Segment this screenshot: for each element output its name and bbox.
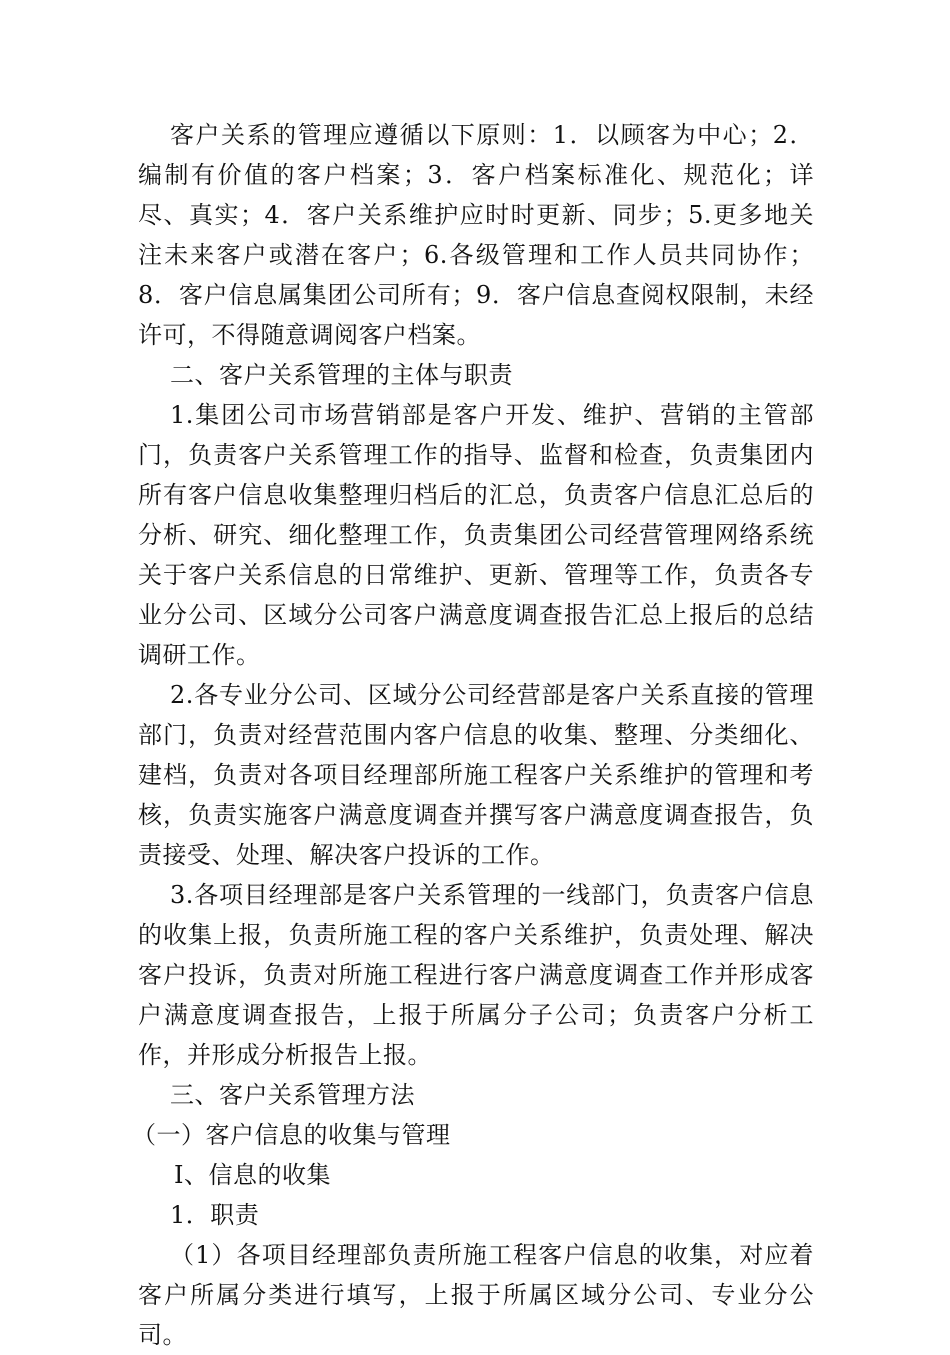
duty-paragraph-1: 1.集团公司市场营销部是客户开发、维护、营销的主管部门，负责客户关系管理工作的指导、监督和检查，负责集团内所有客户信息收集整理归档后的汇总，负责客户信息汇总后的分析、研究、细化整理工作，负责集团公司经营管理网络系统关于客户关系信息的日常维护、更新、管理等工作，负责各专业分公司、区域分公司客户满意度调查报告汇总上报后的总结调研工作。 (138, 401, 814, 669)
subsection-heading-1: （一）客户信息的收集与管理 (132, 1121, 451, 1149)
info-collection-heading: Ⅰ、信息的收集 (174, 1161, 331, 1189)
document-body (132, 115, 814, 1355)
duty-paragraph-2: 2.各专业分公司、区域分公司经营部是客户关系直接的管理部门，负责对经营范围内客户信息的收集、整理、分类细化、建档，负责对各项目经理部所施工程客户关系维护的管理和考核，负责实施客户满意度调查并撰写客户满意度调查报告，负责接受、处理、解决客户投诉的工作。 (138, 681, 814, 869)
section-heading-2: 二、客户关系管理的主体与职责 (170, 361, 513, 389)
duty-paragraph-3: 3.各项目经理部是客户关系管理的一线部门，负责客户信息的收集上报，负责所施工程的客户关系维护，负责处理、解决客户投诉，负责对所施工程进行客户满意度调查工作并形成客户满意度调查报告，上报于所属分子公司；负责客户分析工作，并形成分析报告上报。 (138, 881, 814, 1069)
responsibility-heading: 1．职责 (170, 1201, 260, 1229)
principles-paragraph: 客户关系的管理应遵循以下原则：1．以顾客为中心；2．编制有价值的客户档案；3．客户档案标准化、规范化；详尽、真实；4．客户关系维护应时时更新、同步；5.更多地关注未来客户或潜在客户；6.各级管理和工作人员共同协作；8．客户信息属集团公司所有；9．客户信息查阅权限制，未经许可，不得随意调阅客户档案。 (138, 121, 814, 349)
section-heading-3: 三、客户关系管理方法 (170, 1081, 415, 1109)
responsibility-paragraph-1: （1）各项目经理部负责所施工程客户信息的收集，对应着客户所属分类进行填写，上报于所属区域分公司、专业分公司。 (138, 1241, 814, 1349)
